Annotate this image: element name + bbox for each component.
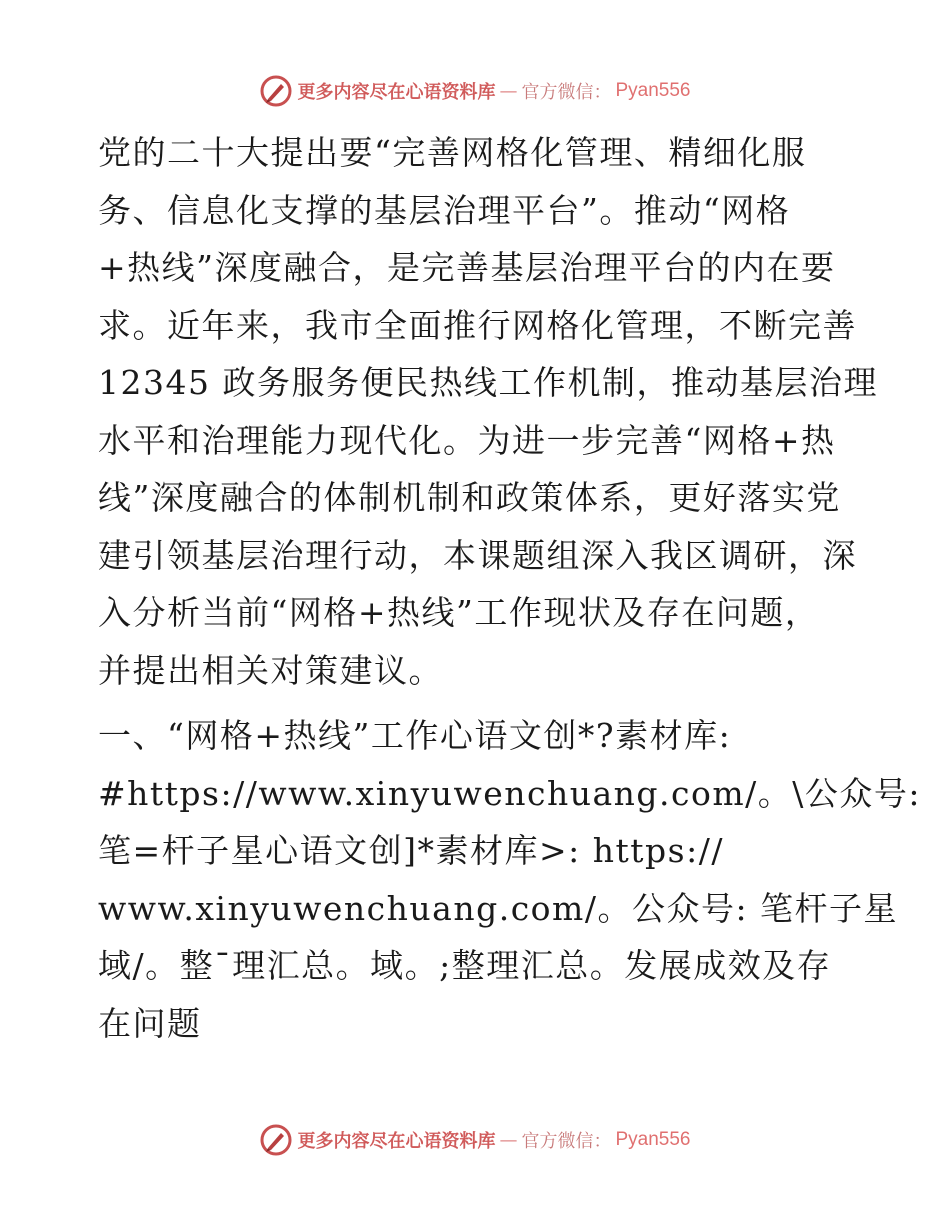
section-line: 笔=杆子星心语文创]*素材库>: https:// — [98, 831, 724, 870]
section-line: 在问题 — [98, 1003, 202, 1043]
paragraph-line: 12345 政务服务便民热线工作机制，推动基层治理 — [98, 363, 878, 402]
watermark-main-text: 更多内容尽在心语资料库 — [297, 82, 496, 103]
section-line: www.xinyuwenchuang.com/。公众号: 笔杆子星 — [98, 888, 899, 928]
header-watermark — [0, 71, 950, 111]
section-line: #https://www.xinyuwenchuang.com/。\公众号: — [98, 773, 922, 813]
watermark-main-text: 更多内容尽在心语资料库 — [297, 1131, 496, 1152]
paragraph-line: 并提出相关对策建议。 — [98, 650, 443, 690]
watermark-wechat-id: Pyan556 — [615, 1129, 691, 1150]
watermark-wechat-label: 官方微信： — [521, 1131, 612, 1152]
paragraph-line: 水平和治理能力现代化。为进一步完善“网格+热 — [98, 420, 836, 460]
pen-logo-icon — [259, 1123, 293, 1157]
footer-watermark — [0, 1120, 950, 1160]
paragraph-line: 入分析当前“网格+热线”工作现状及存在问题， — [98, 593, 820, 632]
paragraph-line: 建引领基层治理行动，本课题组深入我区调研，深 — [98, 535, 857, 575]
watermark-wechat-label: 官方微信： — [521, 82, 612, 103]
paragraph-line: +热线”深度融合，是完善基层治理平台的内在要 — [98, 248, 836, 287]
section-line: 域/。整¯理汇总。域。;整理汇总。发展成效及存 — [98, 946, 832, 985]
pen-logo-icon — [259, 74, 293, 108]
watermark-separator: — — [499, 80, 518, 102]
paragraph-line: 求。近年来，我市全面推行网格化管理，不断完善 — [98, 305, 857, 345]
paragraph-line: 务、信息化支撑的基层治理平台”。推动“网格 — [98, 190, 791, 230]
document-body — [98, 124, 922, 1052]
paragraph-line: 党的二十大提出要“完善网格化管理、精细化服 — [98, 133, 807, 172]
watermark-wechat-id: Pyan556 — [615, 80, 691, 101]
section-heading-line: 一、“网格+热线”工作心语文创*?素材库: — [98, 716, 732, 755]
paragraph-line: 线”深度融合的体制机制和政策体系，更好落实党 — [98, 478, 841, 517]
watermark-separator: — — [499, 1129, 518, 1151]
